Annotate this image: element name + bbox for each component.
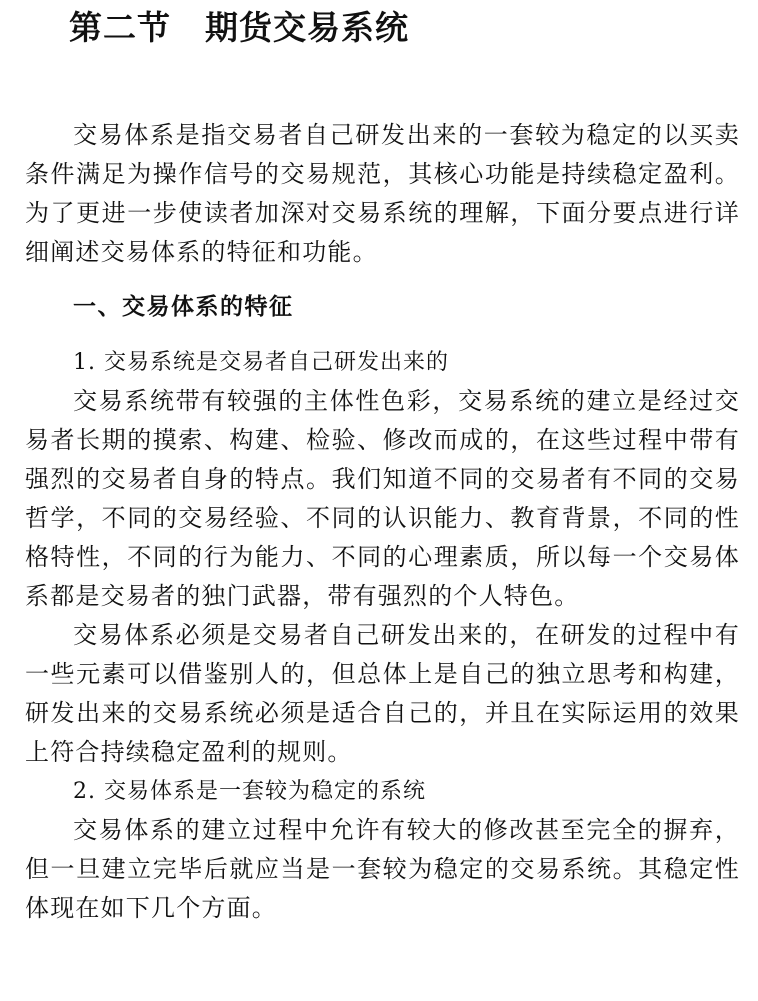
point-2-title: 2. 交易体系是一套较为稳定的系统 (73, 779, 426, 804)
point-1-paragraph-2: 交易体系必须是交易者自己研发出来的，在研发的过程中有一些元素可以借鉴别人的，但总体上是自己的独立思考和构建，研发出来的交易系统必须是适合自己的，并且在实际运用的效果上符合持续稳定盈利的规则。 (25, 621, 740, 766)
heading-traits: 一、交易体系的特征 (73, 294, 294, 320)
point-2-paragraph-1: 交易体系的建立过程中允许有较大的修改甚至完全的摒弃，但一旦建立完毕后就应当是一套较为稳定的交易系统。其稳定性体现在如下几个方面。 (25, 816, 740, 922)
spacer (25, 327, 740, 343)
spacer (25, 272, 740, 288)
point-1-paragraph-1: 交易系统带有较强的主体性色彩，交易系统的建立是经过交易者长期的摸索、构建、检验、修改而成的，在这些过程中带有强烈的交易者自身的特点。我们知道不同的交易者有不同的交易哲学，不同的交易经验、不同的认识能力、教育背景，不同的性格特性，不同的行为能力、不同的心理素质，所以每一个交易体系都是交易者的独门武器，带有强烈的个人特色。 (25, 387, 740, 610)
page-body (25, 116, 740, 928)
point-1-title: 1. 交易系统是交易者自己研发出来的 (73, 350, 449, 375)
intro-paragraph: 交易体系是指交易者自己研发出来的一套较为稳定的以买卖条件满足为操作信号的交易规范，其核心功能是持续稳定盈利。为了更进一步使读者加深对交易系统的理解，下面分要点进行详细阐述交易体系的特征和功能。 (25, 121, 740, 266)
section-title: 第二节 期货交易系统 (69, 8, 409, 47)
